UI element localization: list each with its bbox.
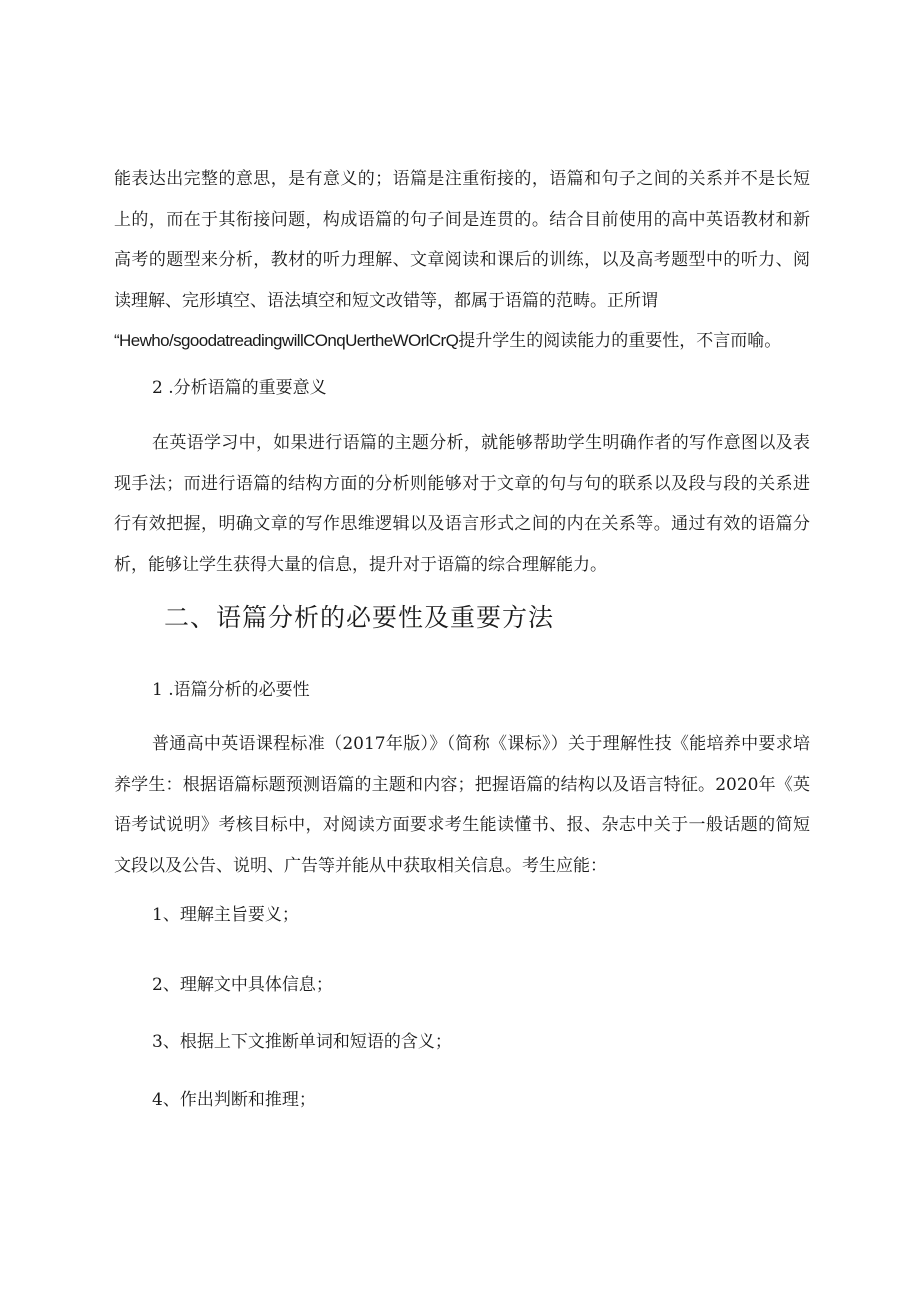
list-item: 1、理解主旨要义；	[152, 905, 299, 925]
paragraph-tail: 提升学生的阅读能力的重要性，不言而喻。	[458, 331, 782, 351]
english-quote: “Hewho/sgoodatreadingwillCOnqUertheWOrlCrQ	[114, 331, 459, 350]
paragraph-importance: 在英语学习中，如果进行语篇的主题分析，就能够帮助学生明确作者的写作意图以及表现手法；而进行语篇的结构方面的分析则能够对于文章的句与句的联系以及段与段的关系进行有效把握，明确文章的写作思维逻辑以及语言形式之间的内在关系等。通过有效的语篇分析，能够让学生获得大量的信息，提升对于语篇的综合理解能力。	[114, 433, 810, 575]
paragraph-curriculum: 普通高中英语课程标准（2017年版）》（简称《课标》）关于理解性技《能培养中要求培养学生：根据语篇标题预测语篇的主题和内容；把握语篇的结构以及语言特征。2020年《英语考试说明》考核目标中，对阅读方面要求考生能读懂书、报、杂志中关于一般话题的简短文段以及公告、说明、广告等并能从中获取相关信息。考生应能：	[114, 734, 810, 876]
paragraph-cohesion	[114, 159, 810, 362]
subheading-importance: 2 .分析语篇的重要意义	[152, 378, 327, 398]
list-item: 2、理解文中具体信息；	[152, 975, 333, 995]
paragraph-text: 能表达出完整的意思，是有意义的；语篇是注重衔接的，语篇和句子之间的关系并不是长短上的，而在于其衔接问题，构成语篇的句子间是连贯的。结合目前使用的高中英语教材和新高考的题型来分析，教材的听力理解、文章阅读和课后的训练，以及高考题型中的听力、阅读理解、完形填空、语法填空和短文改错等，都属于语篇的范畴。正所谓	[114, 169, 810, 311]
list-item: 4、作出判断和推理；	[152, 1090, 316, 1110]
section-heading: 二、语篇分析的必要性及重要方法	[164, 603, 555, 632]
list-item: 3、根据上下文推断单词和短语的含义；	[152, 1032, 452, 1052]
subheading-necessity: 1 .语篇分析的必要性	[152, 680, 310, 700]
